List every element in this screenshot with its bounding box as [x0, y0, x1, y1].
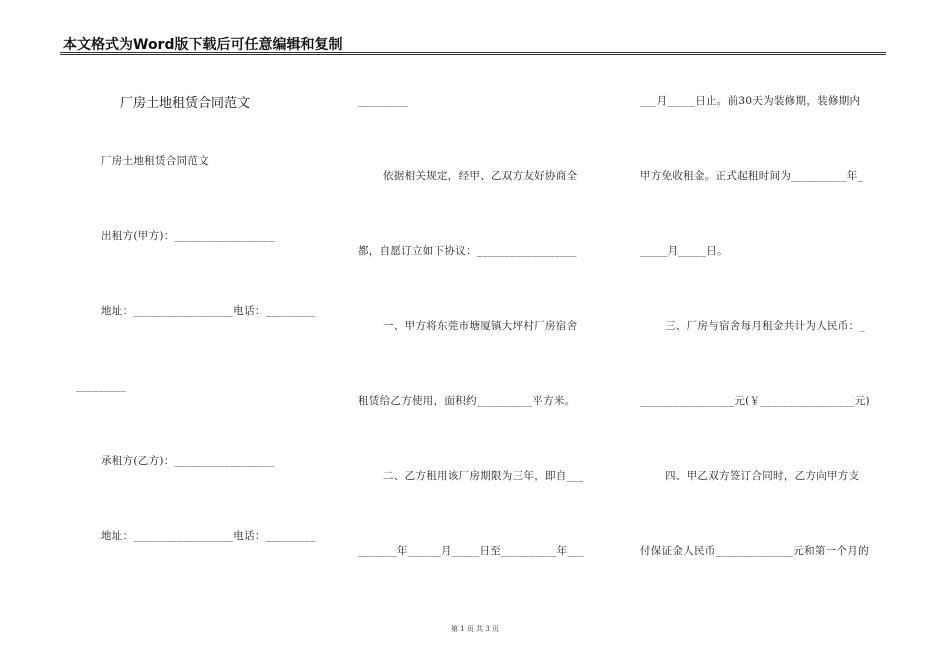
left-line-1: 厂房土地租赁合同范文	[101, 155, 209, 167]
left-line-3: 地址：__________________电话：_________	[101, 305, 316, 317]
page-number: 第 1 页 共 3 页	[450, 625, 500, 633]
left-line-5: 承租方(乙方)：__________________	[101, 455, 275, 467]
right-line-3: _____月_____日。	[640, 245, 728, 257]
header-divider	[60, 52, 886, 55]
right-line-4: 三、厂房与宿舍每月租金共计为人民币：_	[665, 320, 865, 332]
middle-line-5: 租赁给乙方使用，面积约__________平方米。	[358, 395, 576, 407]
left-line-2: 出租方(甲方)：__________________	[101, 230, 275, 242]
left-line-4: _________	[76, 380, 126, 392]
middle-line-3: 都，自愿订立如下协议：__________________	[358, 245, 577, 257]
document-title: 厂房土地租赁合同范文	[120, 96, 251, 111]
left-line-6: 地址：__________________电话：_________	[101, 530, 316, 542]
middle-line-4: 一、甲方将东莞市塘厦镇大坪村厂房宿舍	[383, 320, 578, 332]
page-header: 本文格式为Word版下载后可任意编辑和复制	[63, 37, 343, 53]
right-line-1: ___月_____日止。前30天为装修期，装修期内	[640, 95, 861, 107]
middle-line-1: _________	[358, 95, 408, 107]
middle-line-7: _______年______月_____日至__________年___	[358, 545, 585, 557]
right-line-5: _________________元(￥_________________元)	[640, 395, 870, 407]
right-line-2: 甲方免收租金。正式起租时间为__________年_	[640, 170, 864, 182]
right-line-7: 付保证金人民币______________元和第一个月的	[640, 545, 869, 557]
middle-line-2: 依据相关规定，经甲、乙双方友好协商全	[383, 170, 578, 182]
middle-line-6: 二、乙方租用该厂房期限为三年，即自___	[383, 470, 584, 482]
right-line-6: 四、甲乙双方签订合同时，乙方向甲方支	[665, 470, 860, 482]
